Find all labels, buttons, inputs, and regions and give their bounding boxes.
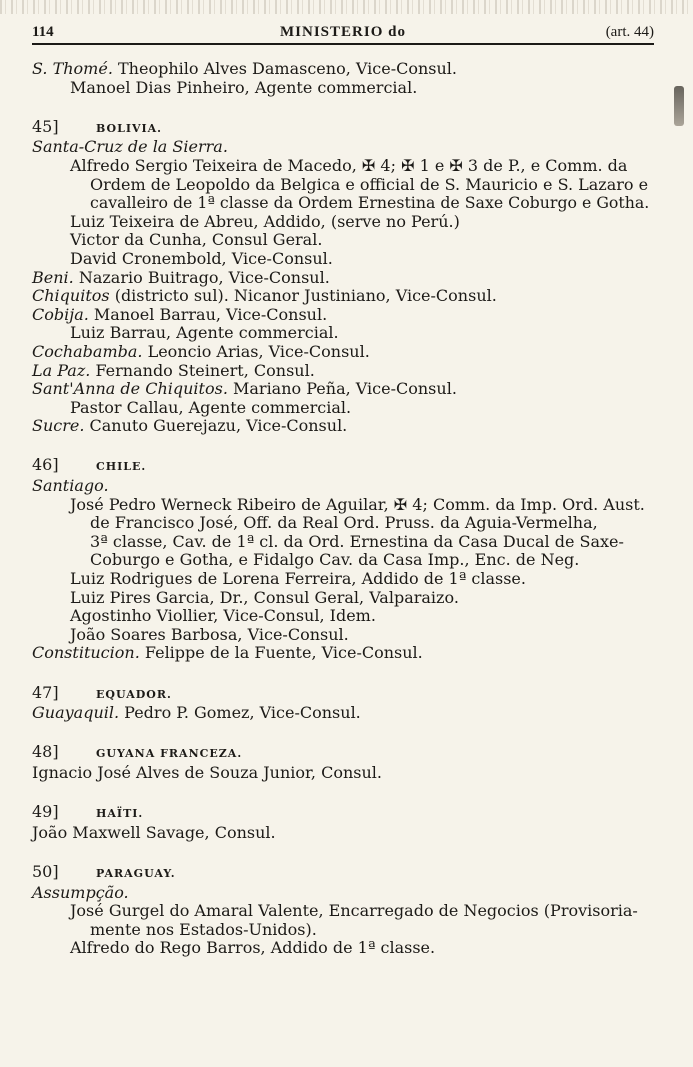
listing-line: Luiz Pires Garcia, Dr., Consul Geral, Valparaizo. [70,587,459,607]
country-name: CHILE. [96,460,147,474]
section-number: 47] [32,682,59,702]
listing-line: José Pedro Werneck Ribeiro de Aguilar, ✠ 4; Comm. da Imp. Ord. Aust. [70,494,645,514]
listing-entry [32,269,657,288]
continuation-line: 3ª classe, Cav. de 1ª cl. da Ord. Ernestina da Casa Ducal de Saxe- [90,531,624,551]
city-label: Sucre. [32,416,85,436]
listing-line: João Soares Barbosa, Vice-Consul. [70,624,349,644]
country-name: PARAGUAY. [96,866,176,880]
section-number: 50] [32,861,59,881]
city-label: La Paz. [32,360,91,380]
listing-line: David Cronembold, Vice-Consul. [70,248,333,268]
listing-line: Victor da Cunha, Consul Geral. [70,230,323,250]
city-label: Chiquitos [32,286,110,306]
entry-text: Fernando Steinert, Consul. [90,360,315,380]
page-number: 114 [32,24,54,40]
continuation-line: mente nos Estados-Unidos). [90,919,317,939]
listing-entry [32,417,657,436]
entry-text: Felippe de la Fuente, Vice-Consul. [139,643,423,663]
country-name: HAÏTI. [96,807,144,821]
listing-entry [32,380,657,399]
entry-text: Pedro P. Gomez, Vice-Consul. [119,703,361,723]
listing-line: Alfredo do Rego Barros, Addido de 1ª classe. [70,938,436,958]
country-name: GUYANA FRANCEZA. [96,747,243,761]
city-label: Cobija. [32,304,89,324]
section-heading [32,118,657,139]
listing-entry [32,343,657,362]
section-gap [32,783,657,802]
entry-text: Canuto Guerejazu, Vice-Consul. [84,416,348,436]
section-number: 46] [32,455,59,475]
city-heading: Santa-Cruz de la Sierra. [32,137,228,157]
listing-entry [32,644,657,663]
listing-entry [32,306,657,325]
entry-text: Manoel Barrau, Vice-Consul. [88,304,328,324]
section-heading [32,456,657,477]
city-label: Beni. [32,267,74,287]
country-name: BOLIVIA. [96,121,163,135]
listing-entry [32,287,657,306]
print-edge-noise [0,0,693,14]
section-number: 49] [32,802,59,822]
running-title: MINISTERIO do [280,24,406,40]
city-label: S. Thomé. [32,59,113,78]
section-gap [32,842,657,861]
city-heading: Assumpção. [32,882,129,902]
article-reference: (art. 44) [605,24,654,40]
city-label: Cochabamba. [32,341,143,361]
listing-line: Luiz Rodrigues de Lorena Ferreira, Addido de 1ª classe. [70,569,526,589]
section-heading [32,684,657,705]
listing-line: José Gurgel do Amaral Valente, Encarregado de Negocios (Provisoria- [70,901,638,921]
entry-text: Mariano Peña, Vice-Consul. [227,379,457,399]
continuation-line: Ordem de Leopoldo da Belgica e official de S. Mauricio e S. Lazaro e [90,174,649,194]
listing-line: João Maxwell Savage, Consul. [32,822,276,842]
section-gap [32,97,657,116]
entry-text: Leoncio Arias, Vice-Consul. [142,341,370,361]
city-label: Guayaquil. [32,703,120,723]
page-header [32,22,654,44]
entry-text: Theophilo Alves Damasceno, Vice-Consul. [112,59,457,78]
section-heading [32,743,657,764]
entry-text: (districto sul). Nicanor Justiniano, Vice-Consul. [109,286,497,306]
entry-text: Nazario Buitrago, Vice-Consul. [73,267,330,287]
section-gap [32,663,657,682]
listing-line: Luiz Teixeira de Abreu, Addido, (serve no Perú.) [70,211,460,231]
consular-listing [32,60,657,958]
section-gap [32,436,657,455]
section-gap [32,723,657,742]
listing-line: Agostinho Viollier, Vice-Consul, Idem. [70,606,376,626]
continuation-line: cavalleiro de 1ª classe da Ordem Ernestina de Saxe Coburgo e Gotha. [90,193,650,213]
city-label: Sant'Anna de Chiquitos. [32,379,228,399]
country-name: EQUADOR. [96,687,172,701]
listing-line: Manoel Dias Pinheiro, Agente commercial. [70,77,418,97]
section-number: 48] [32,742,59,762]
margin-smudge [674,86,684,126]
continuation-line: de Francisco José, Off. da Real Ord. Pruss. da Aguia-Vermelha, [90,513,598,533]
section-heading [32,863,657,884]
listing-line: Ignacio José Alves de Souza Junior, Consul. [32,762,382,782]
listing-line: Alfredo Sergio Teixeira de Macedo, ✠ 4; ✠ 1 e ✠ 3 de P., e Comm. da [70,155,628,175]
city-heading: Santiago. [32,476,109,496]
listing-entry [32,704,657,723]
listing-entry [32,60,657,79]
listing-line: Luiz Barrau, Agente commercial. [70,323,339,343]
continuation-line: Coburgo e Gotha, e Fidalgo Cav. da Casa Imp., Enc. de Neg. [90,550,580,570]
listing-line: Pastor Callau, Agente commercial. [70,397,352,417]
city-label: Constitucion. [32,643,140,663]
header-rule [32,43,654,45]
section-number: 45] [32,116,59,136]
listing-entry [32,362,657,381]
section-heading [32,803,657,824]
